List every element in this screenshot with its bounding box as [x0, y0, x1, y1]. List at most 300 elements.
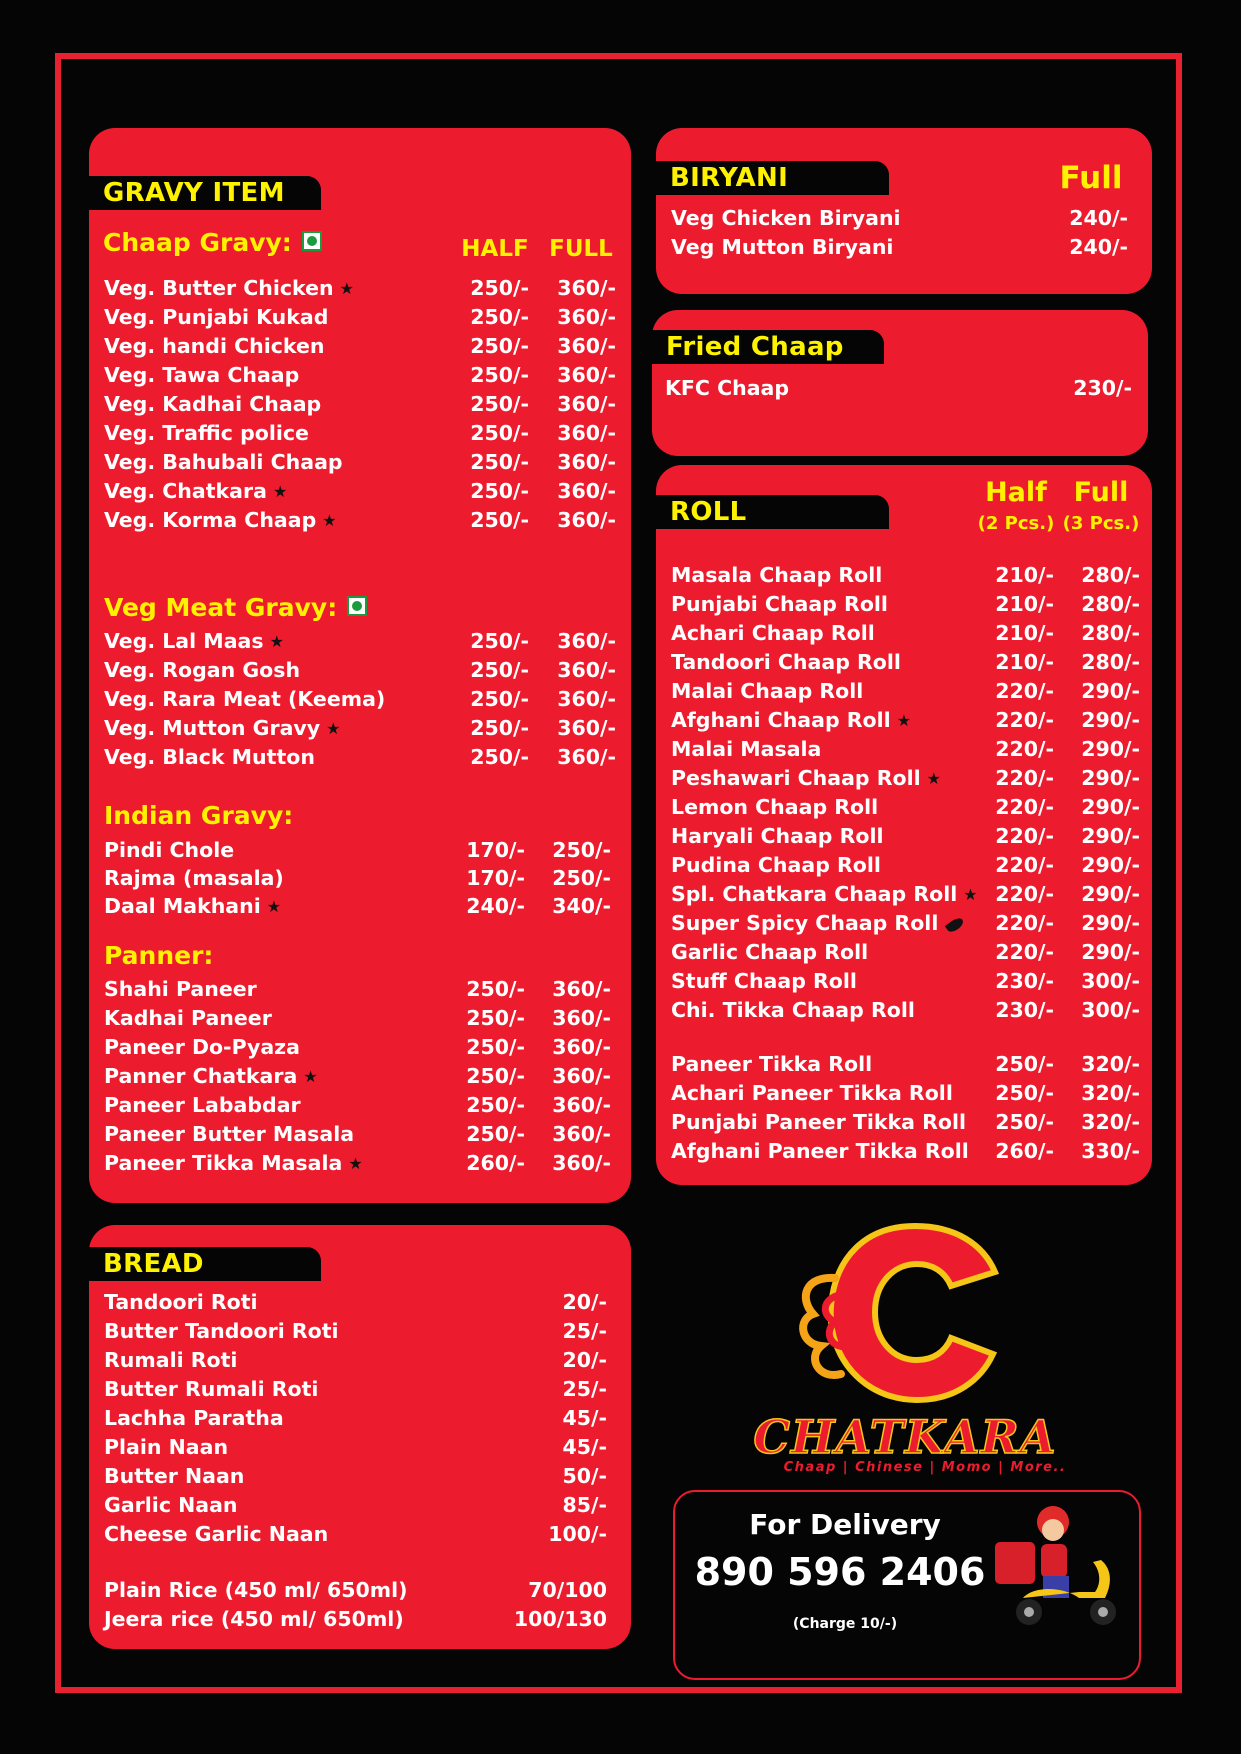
item-half-price: 230/- [995, 969, 1054, 993]
menu-item-row [104, 1151, 611, 1180]
menu-item-row [104, 479, 616, 508]
menu-item-row [104, 1464, 607, 1493]
item-full-price: 360/- [557, 658, 616, 682]
menu-item-row [671, 766, 1140, 795]
item-name-text: Daal Makhani [104, 894, 261, 918]
menu-item-row [104, 421, 616, 450]
item-full-price: 360/- [557, 479, 616, 503]
brand-name: CHATKARA [753, 1410, 1057, 1464]
star-icon: ★ [348, 1154, 363, 1173]
item-full-price: 360/- [552, 1122, 611, 1146]
menu-item-row [104, 1290, 607, 1319]
item-price: 20/- [562, 1348, 607, 1372]
menu-item-row [104, 334, 616, 363]
panner-title: Panner: [104, 941, 214, 970]
item-name-text: Garlic Naan [104, 1493, 238, 1517]
item-name-text: Paneer Butter Masala [104, 1122, 355, 1146]
item-name-text: Super Spicy Chaap Roll [671, 911, 939, 935]
star-icon: ★ [272, 482, 288, 501]
item-name-text: Shahi Paneer [104, 977, 257, 1001]
item-name-text: Veg. Lal Maas [104, 629, 264, 653]
item-name-text: Lemon Chaap Roll [671, 795, 879, 819]
menu-item-row [104, 1348, 607, 1377]
menu-item-row [104, 1578, 607, 1607]
item-name-text: Veg. handi Chicken [104, 334, 325, 358]
item-name [104, 629, 284, 653]
delivery-phone[interactable]: 890 596 2406 [694, 1550, 986, 1594]
menu-item-row [104, 1035, 611, 1064]
star-icon: ★ [266, 897, 282, 916]
biryani-section-title: BIRYANI [656, 161, 889, 195]
item-full-price: 340/- [552, 894, 611, 918]
item-name-text: Veg. Chatkara [104, 479, 267, 503]
item-name-text: Spl. Chatkara Chaap Roll [671, 882, 958, 906]
item-name [671, 1081, 953, 1105]
item-name [104, 1377, 318, 1401]
item-name [104, 658, 300, 682]
menu-item-row [104, 687, 616, 716]
item-full-price: 250/- [552, 866, 611, 890]
delivery-title: For Delivery [749, 1508, 941, 1541]
menu-item-row [104, 1064, 611, 1093]
roll-section-title: ROLL [656, 495, 889, 529]
menu-item-row [671, 824, 1140, 853]
item-name [671, 940, 868, 964]
item-name-text: Afghani Paneer Tikka Roll [671, 1139, 969, 1163]
item-half-price: 250/- [470, 745, 529, 769]
item-price: 100/- [548, 1522, 607, 1546]
menu-item-row [671, 650, 1140, 679]
item-name [104, 1319, 339, 1343]
menu-item-row [104, 894, 611, 923]
veg-mark-icon [302, 231, 322, 251]
item-half-price: 220/- [995, 853, 1054, 877]
item-name [104, 1290, 258, 1314]
item-full-price: 360/- [557, 392, 616, 416]
item-price: 25/- [562, 1377, 607, 1401]
item-name [671, 766, 941, 790]
item-full-price: 280/- [1081, 563, 1140, 587]
item-name-text: Punjabi Paneer Tikka Roll [671, 1110, 967, 1134]
item-price: 85/- [562, 1493, 607, 1517]
item-half-price: 260/- [466, 1151, 525, 1175]
item-full-price: 290/- [1081, 708, 1140, 732]
item-name-text: Malai Chaap Roll [671, 679, 864, 703]
item-name [104, 1493, 238, 1517]
item-half-price: 210/- [995, 563, 1054, 587]
item-price: 50/- [562, 1464, 607, 1488]
menu-item-row [665, 376, 1132, 405]
item-name-text: Achari Paneer Tikka Roll [671, 1081, 953, 1105]
item-name [104, 1006, 272, 1030]
item-half-price: 250/- [470, 479, 529, 503]
item-name [104, 1151, 363, 1175]
item-name-text: Butter Tandoori Roti [104, 1319, 339, 1343]
item-name [104, 1093, 301, 1117]
item-name-text: Veg. Rara Meat (Keema) [104, 687, 386, 711]
item-name-text: Paneer Lababdar [104, 1093, 301, 1117]
item-half-price: 250/- [470, 629, 529, 653]
item-half-price: 250/- [466, 1035, 525, 1059]
menu-item-row [671, 969, 1140, 998]
item-name [104, 1122, 354, 1146]
star-icon: ★ [963, 885, 978, 904]
item-half-price: 250/- [470, 421, 529, 445]
menu-item-row [104, 1522, 607, 1551]
item-name [104, 838, 234, 862]
item-half-price: 250/- [995, 1081, 1054, 1105]
fried-chaap-section-title: Fried Chaap [652, 330, 884, 364]
item-half-price: 250/- [470, 305, 529, 329]
item-name [671, 853, 881, 877]
item-half-price: 170/- [466, 866, 525, 890]
item-name-text: Veg. Mutton Gravy [104, 716, 321, 740]
item-half-price: 250/- [470, 450, 529, 474]
item-name-text: Butter Rumali Roti [104, 1377, 319, 1401]
item-name [104, 1406, 284, 1430]
item-name-text: KFC Chaap [665, 376, 790, 400]
item-name [671, 737, 821, 761]
item-half-price: 170/- [466, 838, 525, 862]
item-full-price: 360/- [557, 716, 616, 740]
item-name [671, 621, 875, 645]
menu-item-row [104, 450, 616, 479]
item-name [671, 795, 878, 819]
item-name-text: Veg. Rogan Gosh [104, 658, 301, 682]
item-name-text: Plain Rice (450 ml/ 650ml) [104, 1578, 408, 1602]
item-full-price: 290/- [1081, 911, 1140, 935]
delivery-box [673, 1490, 1141, 1680]
menu-item-row [671, 998, 1140, 1027]
item-half-price: 210/- [995, 621, 1054, 645]
item-name [104, 305, 328, 329]
item-name [104, 745, 315, 769]
item-full-price: 290/- [1081, 824, 1140, 848]
roll-half-header: Half [985, 477, 1047, 508]
item-name [104, 894, 281, 918]
item-half-price: 220/- [995, 679, 1054, 703]
item-half-price: 220/- [995, 824, 1054, 848]
item-full-price: 320/- [1081, 1052, 1140, 1076]
item-full-price: 320/- [1081, 1081, 1140, 1105]
gravy-full-header: FULL [549, 236, 613, 262]
item-name-text: Plain Naan [104, 1435, 229, 1459]
item-price: 240/- [1069, 235, 1128, 259]
item-name [104, 1035, 300, 1059]
item-name [671, 679, 863, 703]
item-name-text: Lachha Paratha [104, 1406, 284, 1430]
item-full-price: 360/- [552, 1151, 611, 1175]
item-name [104, 421, 309, 445]
item-name [671, 1139, 969, 1163]
item-name-text: Garlic Chaap Roll [671, 940, 869, 964]
menu-item-row [671, 940, 1140, 969]
item-half-price: 240/- [466, 894, 525, 918]
item-price: 45/- [562, 1435, 607, 1459]
item-full-price: 290/- [1081, 795, 1140, 819]
item-name [671, 592, 888, 616]
menu-item-row [671, 679, 1140, 708]
item-full-price: 320/- [1081, 1110, 1140, 1134]
item-name-text: Achari Chaap Roll [671, 621, 875, 645]
item-name [104, 479, 287, 503]
item-half-price: 250/- [470, 687, 529, 711]
item-price: 100/130 [513, 1607, 607, 1631]
menu-item-row [671, 621, 1140, 650]
item-half-price: 210/- [995, 650, 1054, 674]
item-price: 25/- [562, 1319, 607, 1343]
item-name-text: Haryali Chaap Roll [671, 824, 884, 848]
menu-item-row [671, 235, 1128, 264]
item-half-price: 250/- [995, 1110, 1054, 1134]
item-name-text: Jeera rice (450 ml/ 650ml) [104, 1607, 404, 1631]
star-icon: ★ [303, 1067, 318, 1086]
flame-c-logo [795, 1218, 1017, 1408]
fried-chaap-card [652, 310, 1148, 456]
item-half-price: 210/- [995, 592, 1054, 616]
item-name-text: Veg. Bahubali Chaap [104, 450, 343, 474]
item-full-price: 360/- [557, 305, 616, 329]
item-half-price: 250/- [466, 1122, 525, 1146]
item-full-price: 360/- [552, 977, 611, 1001]
roll-half-pieces: (2 Pcs.) [977, 513, 1055, 534]
item-half-price: 250/- [470, 658, 529, 682]
item-full-price: 330/- [1081, 1139, 1140, 1163]
item-full-price: 360/- [557, 687, 616, 711]
item-full-price: 280/- [1081, 621, 1140, 645]
delivery-charge: (Charge 10/-) [792, 1616, 898, 1632]
menu-item-row [104, 1377, 607, 1406]
item-price: 230/- [1073, 376, 1132, 400]
item-name-text: Veg. Kadhai Chaap [104, 392, 322, 416]
item-full-price: 290/- [1081, 940, 1140, 964]
menu-item-row [671, 911, 1140, 940]
menu-item-row [104, 745, 616, 774]
veg-mark-icon [347, 596, 367, 616]
menu-item-row [104, 363, 616, 392]
menu-item-row [104, 1406, 607, 1435]
item-full-price: 360/- [552, 1093, 611, 1117]
item-name-text: Tandoori Chaap Roll [671, 650, 901, 674]
item-full-price: 300/- [1081, 998, 1140, 1022]
item-name-text: Tandoori Roti [104, 1290, 258, 1314]
item-full-price: 360/- [552, 1035, 611, 1059]
gravy-section-title: GRAVY ITEM [89, 176, 321, 210]
item-name-text: Rumali Roti [104, 1348, 238, 1372]
item-name [671, 235, 893, 259]
menu-item-row [104, 1093, 611, 1122]
item-half-price: 250/- [470, 276, 529, 300]
item-name [104, 392, 321, 416]
menu-item-row [104, 977, 611, 1006]
menu-item-row [104, 1006, 611, 1035]
item-name [104, 1435, 228, 1459]
item-name-text: Stuff Chaap Roll [671, 969, 857, 993]
menu-item-row [104, 629, 616, 658]
menu-item-row [104, 508, 616, 537]
roll-full-pieces: (3 Pcs.) [1062, 513, 1140, 534]
item-name-text: Cheese Garlic Naan [104, 1522, 329, 1546]
menu-item-row [671, 1052, 1140, 1081]
item-full-price: 360/- [557, 629, 616, 653]
item-half-price: 250/- [466, 1064, 525, 1088]
item-name-text: Rajma (masala) [104, 866, 284, 890]
item-name [671, 206, 901, 230]
item-price: 45/- [562, 1406, 607, 1430]
item-full-price: 290/- [1081, 853, 1140, 877]
star-icon: ★ [269, 632, 284, 651]
item-full-price: 290/- [1081, 882, 1140, 906]
item-full-price: 280/- [1081, 592, 1140, 616]
item-name-text: Paneer Tikka Masala [104, 1151, 343, 1175]
item-name [104, 1522, 328, 1546]
item-name-text: Panner Chatkara [104, 1064, 298, 1088]
item-full-price: 360/- [557, 276, 616, 300]
item-full-price: 360/- [557, 450, 616, 474]
menu-item-row [104, 1319, 607, 1348]
item-name [104, 1464, 244, 1488]
item-name [671, 911, 964, 935]
menu-item-row [104, 1607, 607, 1636]
item-half-price: 250/- [470, 508, 529, 532]
menu-item-row [104, 838, 611, 867]
item-full-price: 360/- [557, 363, 616, 387]
item-half-price: 220/- [995, 737, 1054, 761]
item-half-price: 250/- [466, 977, 525, 1001]
item-full-price: 290/- [1081, 766, 1140, 790]
item-half-price: 250/- [466, 1006, 525, 1030]
menu-item-row [104, 1435, 607, 1464]
item-name-text: Veg. Punjabi Kukad [104, 305, 329, 329]
item-name [671, 882, 978, 906]
menu-item-row [671, 708, 1140, 737]
menu-item-row [104, 305, 616, 334]
item-name-text: Veg Mutton Biryani [671, 235, 894, 259]
menu-item-row [104, 716, 616, 745]
item-name [104, 276, 354, 300]
item-name-text: Afghani Chaap Roll [671, 708, 891, 732]
biryani-card [656, 128, 1152, 294]
menu-item-row [671, 1139, 1140, 1168]
item-name [671, 708, 911, 732]
item-name [104, 716, 341, 740]
item-name-text: Paneer Do-Pyaza [104, 1035, 300, 1059]
item-full-price: 290/- [1081, 679, 1140, 703]
item-name [104, 1607, 404, 1631]
menu-item-row [671, 737, 1140, 766]
menu-item-row [104, 1493, 607, 1522]
item-half-price: 220/- [995, 882, 1054, 906]
item-half-price: 220/- [995, 766, 1054, 790]
item-half-price: 230/- [995, 998, 1054, 1022]
bread-card [89, 1225, 631, 1649]
item-name [671, 824, 884, 848]
roll-full-header: Full [1073, 477, 1129, 508]
item-name-text: Paneer Tikka Roll [671, 1052, 873, 1076]
item-full-price: 250/- [552, 838, 611, 862]
item-name-text: Pindi Chole [104, 838, 235, 862]
item-name [665, 376, 789, 400]
item-full-price: 360/- [557, 421, 616, 445]
star-icon: ★ [326, 719, 341, 738]
menu-item-row [104, 392, 616, 421]
item-price: 240/- [1069, 206, 1128, 230]
gravy-card [89, 128, 631, 1203]
item-full-price: 300/- [1081, 969, 1140, 993]
item-half-price: 250/- [470, 392, 529, 416]
item-name [104, 450, 343, 474]
menu-item-row [671, 853, 1140, 882]
menu-item-row [671, 1081, 1140, 1110]
gravy-half-header: HALF [461, 236, 529, 262]
item-half-price: 250/- [466, 1093, 525, 1117]
menu-item-row [671, 592, 1140, 621]
item-name [671, 650, 901, 674]
item-name [671, 1110, 966, 1134]
item-name-text: Veg Chicken Biryani [671, 206, 901, 230]
item-name [671, 969, 857, 993]
menu-item-row [671, 206, 1128, 235]
item-name [104, 508, 337, 532]
item-full-price: 360/- [557, 508, 616, 532]
item-name-text: Butter Naan [104, 1464, 245, 1488]
item-name-text: Malai Masala [671, 737, 822, 761]
menu-item-row [671, 563, 1140, 592]
delivery-scooter-icon [993, 1502, 1129, 1632]
item-full-price: 290/- [1081, 737, 1140, 761]
item-half-price: 260/- [995, 1139, 1054, 1163]
item-name-text: Veg. Tawa Chaap [104, 363, 300, 387]
item-half-price: 250/- [995, 1052, 1054, 1076]
bread-section-title: BREAD [89, 1247, 321, 1281]
item-name [104, 1348, 237, 1372]
item-name [104, 334, 325, 358]
item-name-text: Masala Chaap Roll [671, 563, 883, 587]
indian-gravy-title: Indian Gravy: [104, 801, 294, 830]
item-name-text: Kadhai Paneer [104, 1006, 272, 1030]
item-half-price: 250/- [470, 334, 529, 358]
star-icon: ★ [926, 769, 941, 788]
item-full-price: 360/- [557, 745, 616, 769]
brand-tagline: Chaap | Chinese | Momo | More.. [783, 1460, 1067, 1475]
item-name [671, 1052, 872, 1076]
item-half-price: 250/- [470, 716, 529, 740]
menu-item-row [104, 1122, 611, 1151]
veg-meat-gravy-title: Veg Meat Gravy: [104, 593, 367, 622]
item-half-price: 220/- [995, 940, 1054, 964]
item-name-text: Veg. Butter Chicken [104, 276, 334, 300]
item-price: 20/- [562, 1290, 607, 1314]
item-half-price: 220/- [995, 708, 1054, 732]
item-name-text: Punjabi Chaap Roll [671, 592, 888, 616]
item-name [104, 1064, 318, 1088]
star-icon: ★ [322, 511, 337, 530]
menu-item-row [104, 276, 616, 305]
item-name-text: Veg. Black Mutton [104, 745, 315, 769]
item-half-price: 220/- [995, 795, 1054, 819]
star-icon: ★ [339, 279, 354, 298]
menu-item-row [671, 882, 1140, 911]
item-name [104, 977, 257, 1001]
item-name [104, 1578, 408, 1602]
star-icon: ★ [896, 711, 912, 730]
biryani-full-header: Full [1059, 160, 1123, 196]
item-full-price: 360/- [552, 1064, 611, 1088]
menu-item-row [671, 795, 1140, 824]
item-full-price: 360/- [557, 334, 616, 358]
item-full-price: 280/- [1081, 650, 1140, 674]
item-name-text: Veg. Traffic police [104, 421, 309, 445]
